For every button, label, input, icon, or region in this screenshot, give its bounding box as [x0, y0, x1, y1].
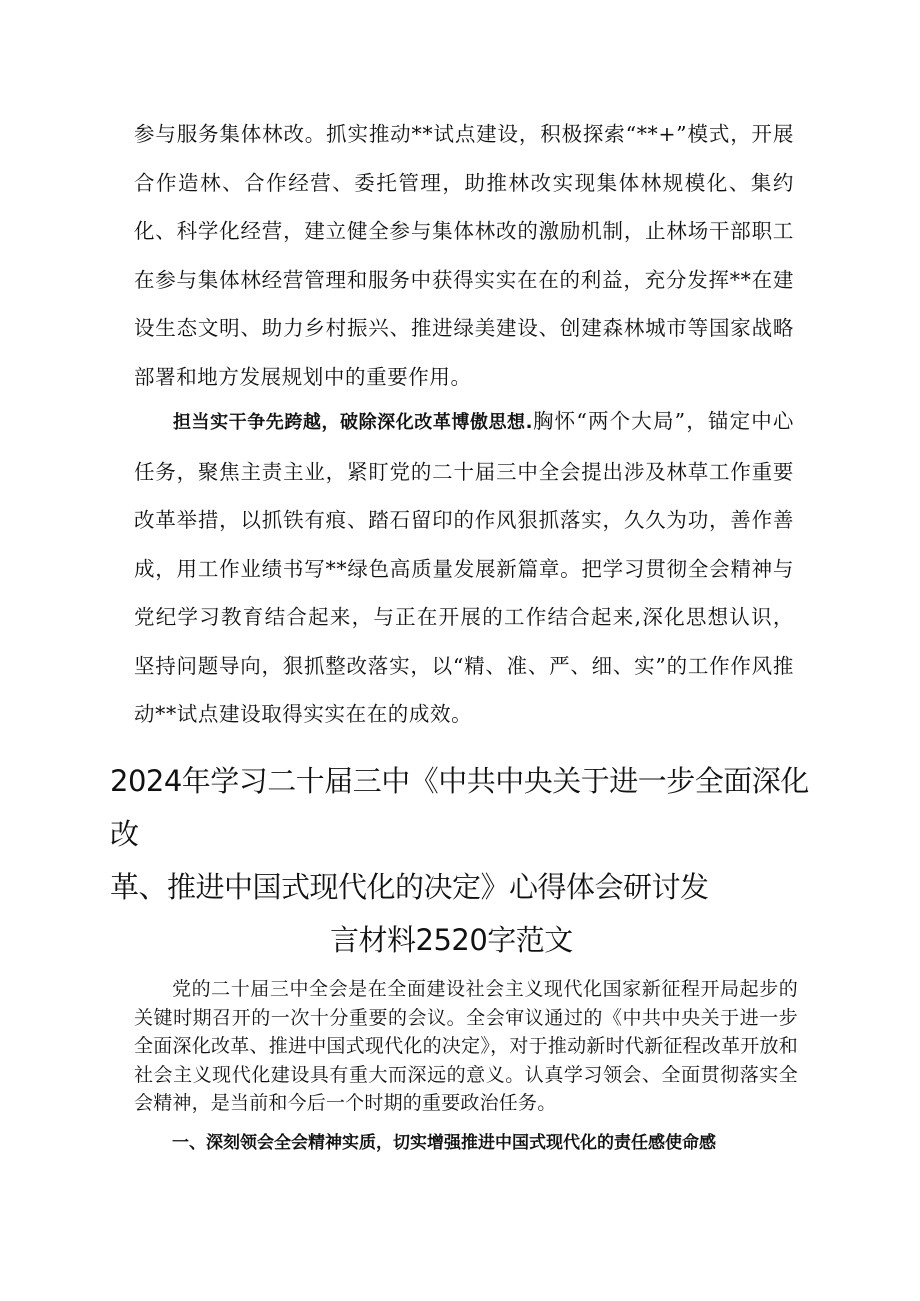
body-paragraph-1: 参与服务集体林改。抓实推动**试点建设，积极探索“**+”模式，开展合作造林、合作经营、委托管理，助推林改实现集体林规模化、集约化、科学化经营，建立健全参与集体林改的激励机制，止林场干部职工在参与集体林经营管理和服务中获得实实在在的利益，充分发挥**在建设生态文明、助力乡村振兴、推进绿美建设、创建森林城市等国家战略部署和地方发展规划中的重要作用。	[134, 122, 794, 389]
article-title-line-3: 言材料2520字范文	[330, 923, 573, 957]
article-title	[110, 755, 810, 967]
intro-paragraph: 党的二十届三中全会是在全面建设社会主义现代化国家新征程开局起步的关键时期召开的一次十分重要的会议。全会审议通过的《中共中央关于进一步全面深化改革、推进中国式现代化的决定》，对于推动新时代新征程改革开放和社会主义现代化建设具有重大而深远的意义。认真学习领会、全面贯彻落实全会精神，是当前和今后一个时期的重要政治任务。	[134, 978, 798, 1114]
paragraph-lead-heading: 担当实干争先跨越，破除深化改革博傲思想.	[173, 412, 533, 433]
paragraph-2-text: 胸怀“两个大局”，锚定中心任务，聚焦主责主业，紧盯党的二十届三中全会提出涉及林草工作重要改革举措，以抓铁有痕、踏石留印的作风狠抓落实，久久为功，善作善成，用工作业绩书写**绿色高质量发展新篇章。把学习贯彻全会精神与党纪学习教育结合起来，与正在开展的工作结合起来,深化思想认识，坚持问题导向，狠抓整改落实，以“精、准、严、细、实”的工作作风推动**试点建设取得实实在在的成效。	[134, 409, 794, 726]
section-heading-1: 一、深刻领会全会精神实质，切实增强推进中国式现代化的责任感使命感	[172, 1133, 716, 1153]
article-title-line-2: 革、推进中国式现代化的决定》心得体会研讨发	[110, 870, 709, 904]
article-title-line-1: 2024年学习二十届三中《中共中央关于进一步全面深化改	[110, 764, 809, 851]
body-paragraph-2	[134, 397, 794, 739]
